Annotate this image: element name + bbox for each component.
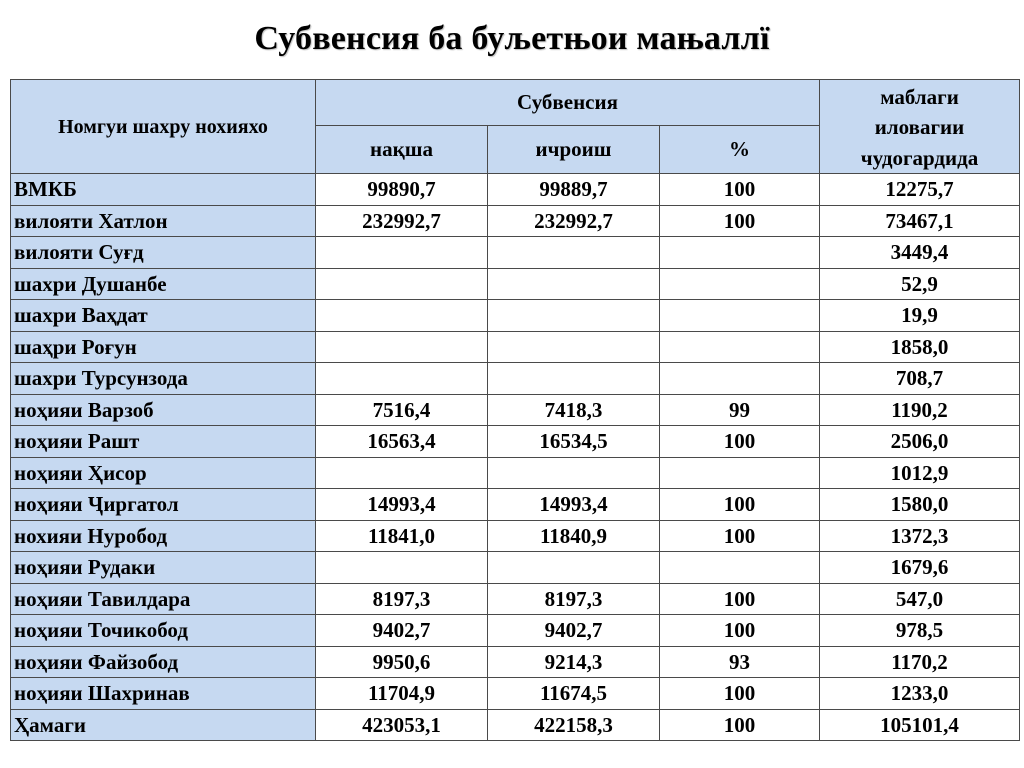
cell-percent — [660, 300, 820, 332]
row-name: ноҳияи Ҷиргатол — [11, 489, 316, 521]
cell-plan: 16563,4 — [316, 426, 488, 458]
cell-extra: 73467,1 — [820, 205, 1020, 237]
cell-extra: 12275,7 — [820, 174, 1020, 206]
cell-plan — [316, 552, 488, 584]
row-name: вилояти Хатлон — [11, 205, 316, 237]
header-execution: ичроиш — [488, 126, 660, 174]
table-body — [11, 174, 1020, 741]
table-row — [11, 678, 1020, 710]
row-name: ноҳияи Тавилдара — [11, 583, 316, 615]
cell-execution: 422158,3 — [488, 709, 660, 741]
cell-execution — [488, 300, 660, 332]
cell-plan: 8197,3 — [316, 583, 488, 615]
cell-extra: 547,0 — [820, 583, 1020, 615]
total-row — [11, 709, 1020, 741]
table-row — [11, 520, 1020, 552]
row-name: шахри Ваҳдат — [11, 300, 316, 332]
table-row — [11, 237, 1020, 269]
cell-extra: 1012,9 — [820, 457, 1020, 489]
cell-execution — [488, 268, 660, 300]
table-row — [11, 268, 1020, 300]
cell-extra: 52,9 — [820, 268, 1020, 300]
row-name: вилояти Суғд — [11, 237, 316, 269]
cell-extra: 1233,0 — [820, 678, 1020, 710]
header-plan: нақша — [316, 126, 488, 174]
table-header — [11, 80, 1020, 174]
row-name: шахри Турсунзода — [11, 363, 316, 395]
cell-percent: 100 — [660, 583, 820, 615]
cell-execution: 11840,9 — [488, 520, 660, 552]
cell-plan — [316, 237, 488, 269]
cell-execution: 99889,7 — [488, 174, 660, 206]
cell-execution: 16534,5 — [488, 426, 660, 458]
cell-percent — [660, 457, 820, 489]
header-subvention: Субвенсия — [316, 80, 820, 126]
cell-plan — [316, 457, 488, 489]
header-extra-line2: иловагии — [874, 115, 965, 140]
cell-percent: 100 — [660, 520, 820, 552]
cell-extra: 1190,2 — [820, 394, 1020, 426]
table-row — [11, 300, 1020, 332]
page-title: Субвенсия ба буљетњои мањаллї — [254, 20, 770, 57]
cell-percent: 100 — [660, 615, 820, 647]
cell-execution: 9214,3 — [488, 646, 660, 678]
table-row — [11, 174, 1020, 206]
cell-extra: 1580,0 — [820, 489, 1020, 521]
cell-execution: 7418,3 — [488, 394, 660, 426]
row-name: ноҳияи Рашт — [11, 426, 316, 458]
header-extra-line1: маблаги — [880, 85, 959, 109]
cell-percent: 100 — [660, 489, 820, 521]
cell-execution — [488, 237, 660, 269]
cell-percent — [660, 237, 820, 269]
cell-percent: 100 — [660, 205, 820, 237]
cell-execution — [488, 331, 660, 363]
cell-execution — [488, 363, 660, 395]
cell-plan: 99890,7 — [316, 174, 488, 206]
cell-extra: 19,9 — [820, 300, 1020, 332]
cell-extra: 1372,3 — [820, 520, 1020, 552]
cell-execution — [488, 552, 660, 584]
table-row — [11, 489, 1020, 521]
cell-percent: 99 — [660, 394, 820, 426]
header-percent: % — [660, 126, 820, 174]
cell-execution: 232992,7 — [488, 205, 660, 237]
cell-extra: 3449,4 — [820, 237, 1020, 269]
table-row — [11, 457, 1020, 489]
cell-execution: 8197,3 — [488, 583, 660, 615]
cell-extra: 1170,2 — [820, 646, 1020, 678]
cell-plan: 423053,1 — [316, 709, 488, 741]
cell-percent: 100 — [660, 678, 820, 710]
cell-execution: 11674,5 — [488, 678, 660, 710]
cell-percent: 100 — [660, 174, 820, 206]
header-extra-funds — [820, 80, 1020, 174]
cell-execution: 9402,7 — [488, 615, 660, 647]
row-name: ноҳияи Ҳисор — [11, 457, 316, 489]
cell-plan: 9950,6 — [316, 646, 488, 678]
cell-percent — [660, 268, 820, 300]
cell-extra: 1679,6 — [820, 552, 1020, 584]
cell-percent: 100 — [660, 426, 820, 458]
cell-plan — [316, 300, 488, 332]
cell-plan: 11841,0 — [316, 520, 488, 552]
subvention-table — [10, 79, 1020, 741]
row-name: ноҳияи Рудаки — [11, 552, 316, 584]
cell-percent — [660, 552, 820, 584]
cell-plan: 14993,4 — [316, 489, 488, 521]
cell-percent — [660, 363, 820, 395]
cell-extra: 2506,0 — [820, 426, 1020, 458]
table-row — [11, 394, 1020, 426]
cell-percent — [660, 331, 820, 363]
table-row — [11, 615, 1020, 647]
row-name: Ҳамаги — [11, 709, 316, 741]
cell-extra: 708,7 — [820, 363, 1020, 395]
row-name: шаҳри Роғун — [11, 331, 316, 363]
header-extra-line3: чудогардида — [860, 145, 979, 170]
row-name: шахри Душанбе — [11, 268, 316, 300]
cell-extra: 1858,0 — [820, 331, 1020, 363]
cell-extra: 105101,4 — [820, 709, 1020, 741]
table-row — [11, 331, 1020, 363]
cell-plan — [316, 331, 488, 363]
cell-percent: 100 — [660, 709, 820, 741]
cell-extra: 978,5 — [820, 615, 1020, 647]
row-name: ноҳияи Варзоб — [11, 394, 316, 426]
row-name: нохияи Нуробод — [11, 520, 316, 552]
table-row — [11, 552, 1020, 584]
table-row — [11, 646, 1020, 678]
cell-plan: 9402,7 — [316, 615, 488, 647]
row-name: ноҳияи Шахринав — [11, 678, 316, 710]
cell-execution — [488, 457, 660, 489]
cell-percent: 93 — [660, 646, 820, 678]
cell-execution: 14993,4 — [488, 489, 660, 521]
row-name: ВМКБ — [11, 174, 316, 206]
table-row — [11, 426, 1020, 458]
cell-plan: 11704,9 — [316, 678, 488, 710]
cell-plan — [316, 363, 488, 395]
row-name: ноҳияи Файзобод — [11, 646, 316, 678]
header-name: Номгуи шахру нохияхо — [11, 80, 316, 174]
cell-plan: 232992,7 — [316, 205, 488, 237]
row-name: ноҳияи Точикобод — [11, 615, 316, 647]
table-row — [11, 363, 1020, 395]
table-row — [11, 583, 1020, 615]
cell-plan — [316, 268, 488, 300]
cell-plan: 7516,4 — [316, 394, 488, 426]
table-row — [11, 205, 1020, 237]
